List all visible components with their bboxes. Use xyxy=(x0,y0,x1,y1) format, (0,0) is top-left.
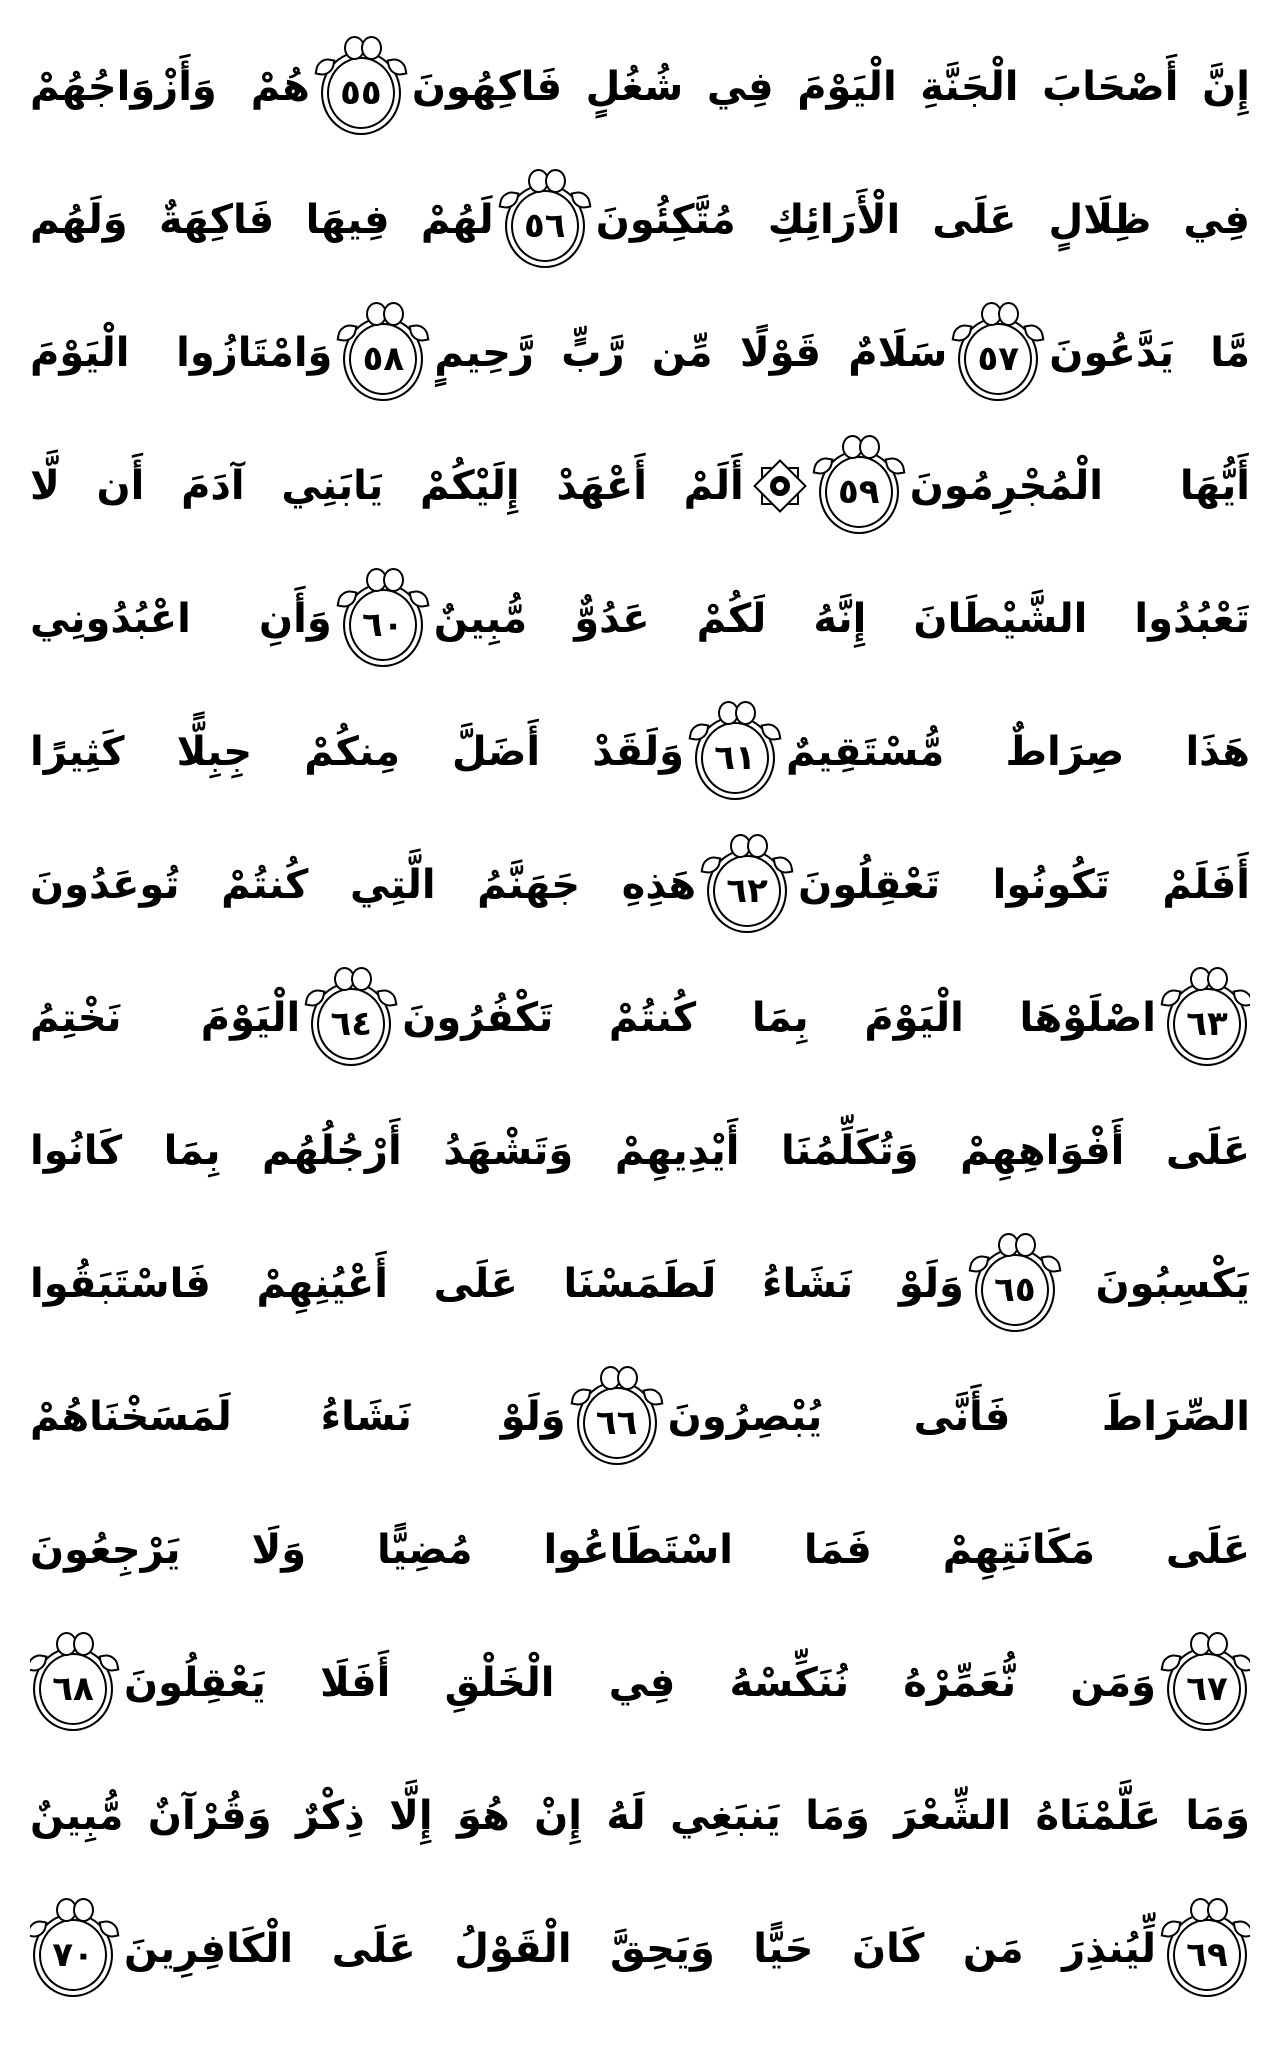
verse-number: ٦٣ xyxy=(1186,1003,1228,1044)
mushaf-line xyxy=(30,1483,1250,1616)
ayah-text: عَلَى مَكَانَتِهِمْ فَمَا اسْتَطَاعُوا مُضِيًّا وَلَا يَرْجِعُونَ xyxy=(30,1526,1250,1573)
ayah-text: أَفَلَمْ تَكُونُوا تَعْقِلُونَ xyxy=(798,861,1250,908)
mushaf-line xyxy=(30,1217,1250,1350)
verse-number-medallion xyxy=(692,701,778,803)
mushaf-line xyxy=(30,286,1250,419)
verse-number: ٥٧ xyxy=(977,338,1020,379)
ayah-text: وَلَقَدْ أَضَلَّ مِنكُمْ جِبِلًّا كَثِيرًا xyxy=(30,728,684,775)
mushaf-line xyxy=(30,951,1250,1084)
ayah-text: وَمَن نُّعَمِّرْهُ نُنَكِّسْهُ فِي الْخَلْقِ أَفَلَا يَعْقِلُونَ xyxy=(124,1659,1156,1706)
verse-number-medallion xyxy=(816,435,902,537)
mushaf-line xyxy=(30,818,1250,951)
verse-number-medallion xyxy=(308,967,394,1069)
medallion-crown-icon xyxy=(383,302,404,326)
medallion-crown-icon xyxy=(545,169,566,193)
medallion-crown-icon xyxy=(73,1898,94,1922)
rosette-center-dot xyxy=(770,476,790,496)
ayah-text: وَلَوْ نَشَاءُ لَطَمَسْنَا عَلَى أَعْيُنِهِمْ فَاسْتَبَقُوا xyxy=(30,1260,964,1307)
mushaf-line xyxy=(30,419,1250,552)
verse-number-medallion xyxy=(1164,1898,1250,2000)
mushaf-line xyxy=(30,20,1250,153)
ayah-text: سَلَامٌ قَوْلًا مِّن رَّبٍّ رَّحِيمٍ xyxy=(434,329,948,376)
verse-number-medallion xyxy=(30,1898,116,2000)
ayah-text: يَكْسِبُونَ xyxy=(1095,1260,1250,1307)
ayah-text: هَذَا صِرَاطٌ مُّسْتَقِيمٌ xyxy=(786,728,1250,775)
medallion-crown-icon xyxy=(1015,1233,1036,1257)
ayah-text: وَمَا عَلَّمْنَاهُ الشِّعْرَ وَمَا يَنبَغِي لَهُ إِنْ هُوَ إِلَّا ذِكْرٌ وَقُرْآنٌ مُّبِينٌ xyxy=(30,1792,1250,1839)
ayah-text: إِنَّ أَصْحَابَ الْجَنَّةِ الْيَوْمَ فِي شُغُلٍ فَاكِهُونَ xyxy=(411,63,1250,110)
medallion-crown-icon xyxy=(859,435,880,459)
verse-number-medallion xyxy=(318,36,404,138)
mushaf-line xyxy=(30,1882,1250,2015)
ayah-text: مَّا يَدَّعُونَ xyxy=(1049,329,1250,376)
medallion-crown-icon xyxy=(1207,1632,1228,1656)
ayah-text: أَلَمْ أَعْهَدْ إِلَيْكُمْ يَابَنِي آدَمَ أَن لَّا xyxy=(30,462,744,509)
verse-number-medallion xyxy=(1164,967,1250,1069)
medallion-crown-icon xyxy=(735,701,756,725)
verse-number-medallion xyxy=(30,1632,116,1734)
verse-number-medallion xyxy=(972,1233,1058,1335)
mushaf-line xyxy=(30,552,1250,685)
mushaf-line xyxy=(30,1350,1250,1483)
ayah-text: هَذِهِ جَهَنَّمُ الَّتِي كُنتُمْ تُوعَدُونَ xyxy=(30,861,697,908)
medallion-crown-icon xyxy=(351,967,372,991)
verse-number: ٦٥ xyxy=(994,1269,1036,1310)
verse-number-medallion xyxy=(574,1366,660,1468)
ayah-text: عَلَى أَفْوَاهِهِمْ وَتُكَلِّمُنَا أَيْدِيهِمْ وَتَشْهَدُ أَرْجُلُهُم بِمَا كَانُوا xyxy=(30,1127,1250,1174)
verse-number: ٦٦ xyxy=(595,1402,638,1443)
verse-number: ٥٥ xyxy=(340,72,382,113)
verse-number-medallion xyxy=(1164,1632,1250,1734)
medallion-crown-icon xyxy=(73,1632,94,1656)
verse-number-medallion xyxy=(502,169,588,271)
verse-number: ٦٠ xyxy=(361,604,404,645)
verse-number-medallion xyxy=(340,302,426,404)
verse-number-medallion xyxy=(340,568,426,670)
ayah-text: الصِّرَاطَ فَأَنَّى يُبْصِرُونَ xyxy=(667,1393,1250,1440)
verse-number-medallion xyxy=(955,302,1041,404)
verse-number: ٥٩ xyxy=(837,471,880,512)
verse-number: ٧٠ xyxy=(52,1934,94,1975)
medallion-crown-icon xyxy=(617,1366,638,1390)
ayah-text: فِي ظِلَالٍ عَلَى الْأَرَائِكِ مُتَّكِئُونَ xyxy=(595,196,1250,243)
verse-number: ٥٨ xyxy=(362,338,405,379)
verse-number: ٥٦ xyxy=(523,205,566,246)
ayah-text: تَعْبُدُوا الشَّيْطَانَ إِنَّهُ لَكُمْ عَدُوٌّ مُّبِينٌ xyxy=(433,595,1250,642)
mushaf-line xyxy=(30,1749,1250,1882)
ayah-text: لَهُمْ فِيهَا فَاكِهَةٌ وَلَهُم xyxy=(30,196,494,243)
verse-number: ٦٤ xyxy=(330,1003,373,1044)
medallion-crown-icon xyxy=(747,834,768,858)
verse-number: ٦٧ xyxy=(1186,1668,1228,1709)
verse-number: ٦١ xyxy=(714,737,756,778)
ayah-text: لِّيُنذِرَ مَن كَانَ حَيًّا وَيَحِقَّ الْقَوْلُ عَلَى الْكَافِرِينَ xyxy=(124,1925,1156,1972)
mushaf-line xyxy=(30,153,1250,286)
verse-number-medallion xyxy=(704,834,790,936)
ayah-text: اصْلَوْهَا الْيَوْمَ بِمَا كُنتُمْ تَكْفُرُونَ xyxy=(402,994,1156,1041)
medallion-crown-icon xyxy=(998,302,1019,326)
medallion-crown-icon xyxy=(361,36,382,60)
medallion-crown-icon xyxy=(1207,1898,1228,1922)
verse-number: ٦٢ xyxy=(726,870,768,911)
rub-el-hizb-icon xyxy=(752,458,808,514)
ayah-text: وَأَنِ اعْبُدُونِي xyxy=(30,595,332,642)
medallion-crown-icon xyxy=(383,568,404,592)
medallion-crown-icon xyxy=(1207,967,1228,991)
ayah-text: أَيُّهَا الْمُجْرِمُونَ xyxy=(909,462,1250,509)
mushaf-line xyxy=(30,1084,1250,1217)
ayah-text: الْيَوْمَ نَخْتِمُ xyxy=(30,994,301,1041)
ayah-text: وَامْتَازُوا الْيَوْمَ xyxy=(30,329,333,376)
verse-number: ٦٩ xyxy=(1186,1934,1228,1975)
ayah-text: وَلَوْ نَشَاءُ لَمَسَخْنَاهُمْ xyxy=(30,1393,566,1440)
mushaf-line xyxy=(30,685,1250,818)
ayah-text: هُمْ وَأَزْوَاجُهُمْ xyxy=(30,63,310,110)
mushaf-line xyxy=(30,1616,1250,1749)
verse-number: ٦٨ xyxy=(52,1668,94,1709)
